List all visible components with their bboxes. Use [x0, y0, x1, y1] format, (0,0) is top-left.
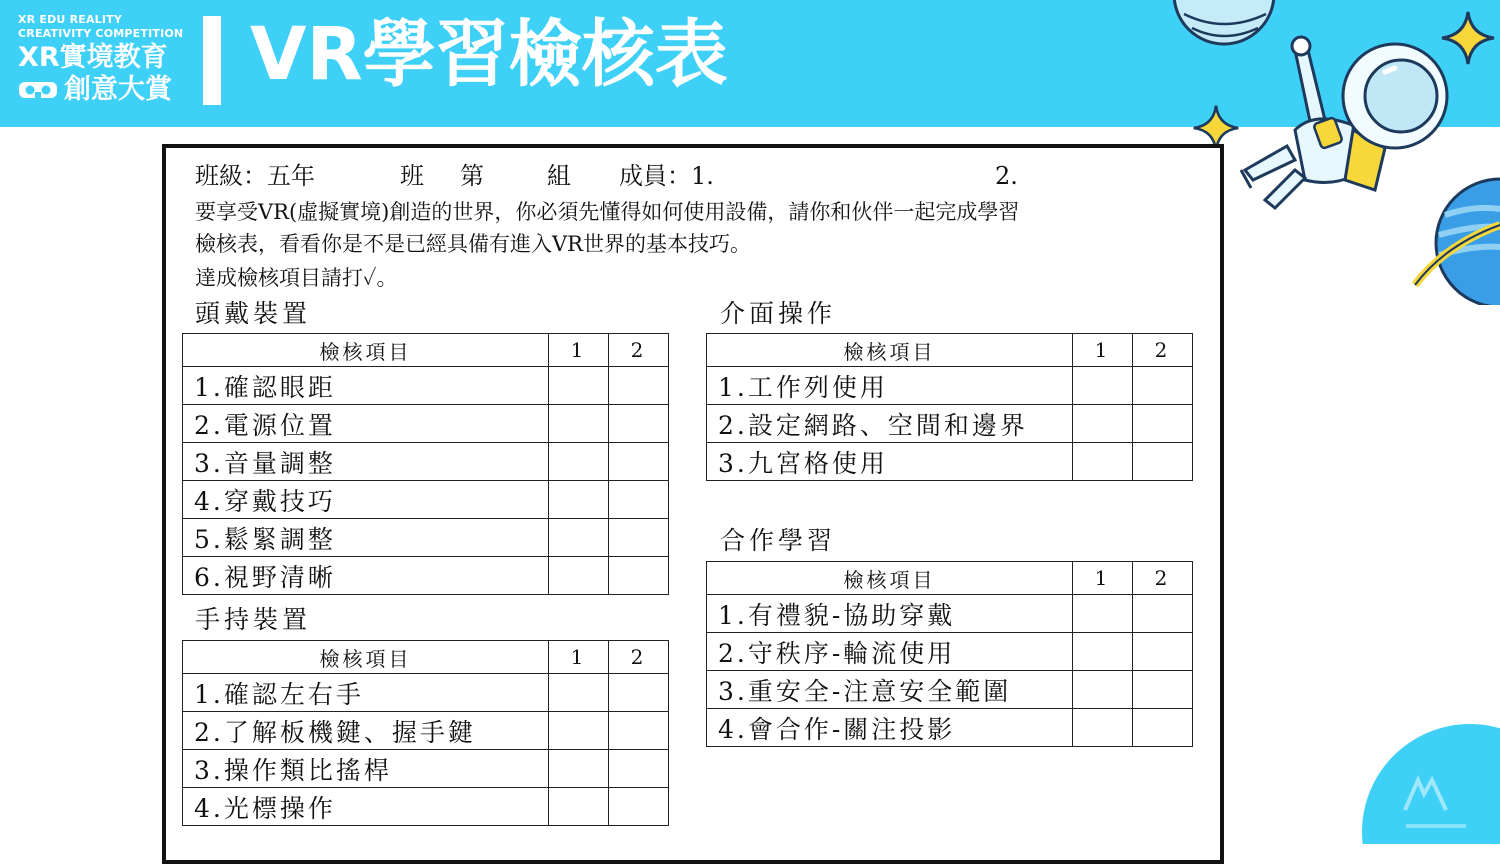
check-item-label: 1.有禮貌-協助穿戴 [707, 595, 1073, 633]
col-header-item: 檢核項目 [707, 334, 1073, 367]
class-ban: 班 [400, 162, 424, 190]
vr-goggles-icon [18, 80, 58, 100]
table-row [183, 712, 669, 750]
check-item-label: 3.重安全-注意安全範圍 [707, 671, 1073, 709]
title-divider [203, 16, 221, 105]
section-title-cooperation: 合作學習 [720, 526, 837, 555]
page-title: VR學習檢核表 [250, 12, 728, 97]
handheld-checklist-table [182, 640, 669, 826]
check-cell-2[interactable] [609, 367, 669, 405]
col-header-item: 檢核項目 [183, 334, 549, 367]
col-header-1: 1 [549, 334, 609, 367]
check-cell-2[interactable] [1133, 671, 1193, 709]
check-cell-1[interactable] [549, 443, 609, 481]
check-cell-2[interactable] [609, 481, 669, 519]
intro-line-1: 要享受VR(虛擬實境)創造的世界，你必須先懂得如何使用設備，請你和伙伴一起完成學習 [195, 200, 1020, 224]
check-cell-2[interactable] [609, 750, 669, 788]
check-item-label: 2.電源位置 [183, 405, 549, 443]
table-row [183, 481, 669, 519]
table-row [183, 519, 669, 557]
section-title-handheld: 手持裝置 [195, 605, 312, 634]
col-header-1: 1 [1073, 334, 1133, 367]
check-item-label: 5.鬆緊調整 [183, 519, 549, 557]
col-header-2: 2 [1133, 562, 1193, 595]
ringed-planet-icon [1405, 175, 1500, 305]
check-cell-2[interactable] [1133, 633, 1193, 671]
check-cell-1[interactable] [549, 712, 609, 750]
table-header-row [707, 562, 1193, 595]
class-info-line [195, 161, 1018, 191]
check-item-label: 1.確認左右手 [183, 674, 549, 712]
logo-english-line-1: XR EDU REALITY [18, 13, 123, 26]
check-cell-1[interactable] [549, 519, 609, 557]
check-item-label: 1.工作列使用 [707, 367, 1073, 405]
table-row [707, 405, 1193, 443]
check-item-label: 4.穿戴技巧 [183, 481, 549, 519]
col-header-2: 2 [609, 334, 669, 367]
check-item-label: 4.會合作-關注投影 [707, 709, 1073, 747]
check-cell-2[interactable] [1133, 367, 1193, 405]
check-cell-2[interactable] [609, 519, 669, 557]
table-row [707, 709, 1193, 747]
check-item-label: 1.確認眼距 [183, 367, 549, 405]
cooperation-checklist-table [706, 561, 1193, 747]
logo-chinese-line-1: XR實境教育 [18, 42, 168, 73]
check-item-label: 2.設定網路、空間和邊界 [707, 405, 1073, 443]
table-row [183, 750, 669, 788]
check-cell-2[interactable] [609, 788, 669, 826]
check-item-label: 3.音量調整 [183, 443, 549, 481]
check-cell-1[interactable] [549, 674, 609, 712]
col-header-item: 檢核項目 [183, 641, 549, 674]
col-header-2: 2 [1133, 334, 1193, 367]
table-row [707, 367, 1193, 405]
class-label: 班級：五年 [195, 162, 315, 190]
table-row [183, 557, 669, 595]
check-item-label: 2.守秩序-輪流使用 [707, 633, 1073, 671]
competition-logo [18, 13, 183, 106]
members-label: 成員：1. [619, 162, 714, 190]
check-cell-1[interactable] [1073, 595, 1133, 633]
section-title-interface: 介面操作 [720, 299, 837, 328]
group-zu: 組 [547, 162, 571, 190]
table-row [183, 788, 669, 826]
check-cell-2[interactable] [1133, 595, 1193, 633]
group-di: 第 [460, 162, 484, 190]
check-cell-1[interactable] [549, 405, 609, 443]
check-cell-1[interactable] [549, 557, 609, 595]
interface-checklist-table [706, 333, 1193, 481]
check-cell-1[interactable] [549, 367, 609, 405]
logo-english-line-2: CREATIVITY COMPETITION [18, 27, 184, 40]
table-row [183, 674, 669, 712]
check-cell-1[interactable] [1073, 443, 1133, 481]
sparkle-star-icon [1440, 10, 1496, 66]
check-cell-1[interactable] [1073, 633, 1133, 671]
check-cell-1[interactable] [549, 750, 609, 788]
check-item-label: 3.操作類比搖桿 [183, 750, 549, 788]
section-title-headset: 頭戴裝置 [195, 299, 312, 328]
check-cell-2[interactable] [609, 557, 669, 595]
table-row [183, 443, 669, 481]
table-row [707, 633, 1193, 671]
check-cell-1[interactable] [1073, 405, 1133, 443]
check-cell-2[interactable] [609, 405, 669, 443]
headset-checklist-table [182, 333, 669, 595]
table-header-row [707, 334, 1193, 367]
instruction-line: 達成檢核項目請打✓。 [195, 266, 398, 290]
check-cell-1[interactable] [1073, 709, 1133, 747]
check-cell-1[interactable] [549, 788, 609, 826]
table-row [707, 595, 1193, 633]
check-item-label: 4.光標操作 [183, 788, 549, 826]
check-cell-2[interactable] [609, 674, 669, 712]
check-cell-2[interactable] [1133, 709, 1193, 747]
check-cell-2[interactable] [609, 443, 669, 481]
table-row [707, 443, 1193, 481]
table-header-row [183, 641, 669, 674]
corner-logo-icon [1360, 722, 1500, 844]
check-cell-2[interactable] [609, 712, 669, 750]
col-header-1: 1 [1073, 562, 1133, 595]
check-cell-1[interactable] [549, 481, 609, 519]
table-row [707, 671, 1193, 709]
table-row [183, 405, 669, 443]
check-item-label: 6.視野清晰 [183, 557, 549, 595]
logo-chinese-line-2: 創意大賞 [64, 74, 172, 105]
col-header-1: 1 [549, 641, 609, 674]
logo-chinese-line-2-wrap [18, 74, 183, 106]
check-item-label: 2.了解板機鍵、握手鍵 [183, 712, 549, 750]
check-cell-2[interactable] [1133, 443, 1193, 481]
check-cell-2[interactable] [1133, 405, 1193, 443]
table-row [183, 367, 669, 405]
table-header-row [183, 334, 669, 367]
member-2-label: 2. [995, 162, 1018, 190]
col-header-2: 2 [609, 641, 669, 674]
check-cell-1[interactable] [1073, 671, 1133, 709]
check-item-label: 3.九宮格使用 [707, 443, 1073, 481]
check-cell-1[interactable] [1073, 367, 1133, 405]
col-header-item: 檢核項目 [707, 562, 1073, 595]
intro-line-2: 檢核表，看看你是不是已經具備有進入VR世界的基本技巧。 [195, 232, 751, 256]
